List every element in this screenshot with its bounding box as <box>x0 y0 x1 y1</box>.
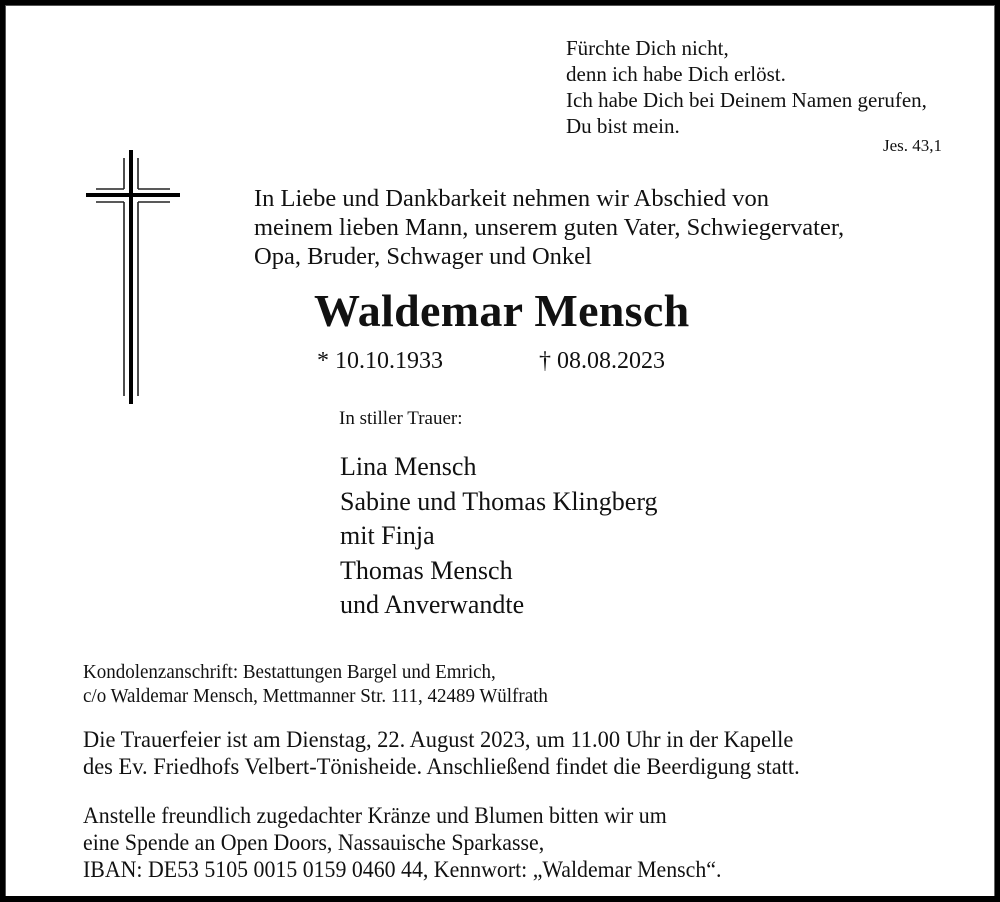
mourner-name: und Anverwandte <box>340 590 525 619</box>
mourner-name: Thomas Mensch <box>340 555 513 585</box>
condolence-line: Kondolenzanschrift: Bestattungen Bargel und Emrich, <box>83 661 496 683</box>
ceremony-info <box>83 727 800 781</box>
mourner-name: Sabine und Thomas Klingberg <box>340 486 658 516</box>
cross-icon <box>84 146 186 408</box>
intro-line: meinem lieben Mann, unserem guten Vater, Schwiegervater, <box>254 214 845 241</box>
verse-line: Ich habe Dich bei Deinem Namen gerufen, <box>566 88 927 112</box>
condolence-line: c/o Waldemar Mensch, Mettmanner Str. 111, 42489 Wülfrath <box>83 685 548 707</box>
mourners-list <box>340 450 658 623</box>
deceased-name: Waldemar Mensch <box>314 285 690 336</box>
donation-line: Anstelle freundlich zugedachter Kränze und Blumen bitten wir um <box>83 803 667 828</box>
mourner-name: mit Finja <box>340 521 435 550</box>
condolence-address <box>83 660 548 708</box>
intro-line: Opa, Bruder, Schwager und Onkel <box>254 243 592 270</box>
ceremony-line: des Ev. Friedhofs Velbert-Tönisheide. Anschließend findet die Beerdigung statt. <box>83 754 800 780</box>
mourner-name: Lina Mensch <box>340 452 477 481</box>
verse-line: denn ich habe Dich erlöst. <box>566 62 786 86</box>
donation-line: eine Spende an Open Doors, Nassauische Sparkasse, <box>83 830 545 855</box>
verse-reference: Jes. 43,1 <box>883 136 943 155</box>
verse-line: Du bist mein. <box>566 114 680 138</box>
intro-line: In Liebe und Dankbarkeit nehmen wir Abschied von <box>254 185 770 212</box>
obituary-notice <box>5 5 995 896</box>
mourning-label: In stiller Trauer: <box>339 408 463 429</box>
donation-info <box>83 802 721 883</box>
death-date: † 08.08.2023 <box>539 348 665 374</box>
verse-line: Fürchte Dich nicht, <box>566 36 729 60</box>
donation-line: IBAN: DE53 5105 0015 0159 0460 44, Kennwort: „Waldemar Mensch“. <box>83 857 722 882</box>
bible-verse <box>566 35 927 139</box>
farewell-intro <box>254 184 844 271</box>
birth-date: * 10.10.1933 <box>317 348 443 374</box>
ceremony-line: Die Trauerfeier ist am Dienstag, 22. August 2023, um 11.00 Uhr in der Kapelle <box>83 727 794 753</box>
